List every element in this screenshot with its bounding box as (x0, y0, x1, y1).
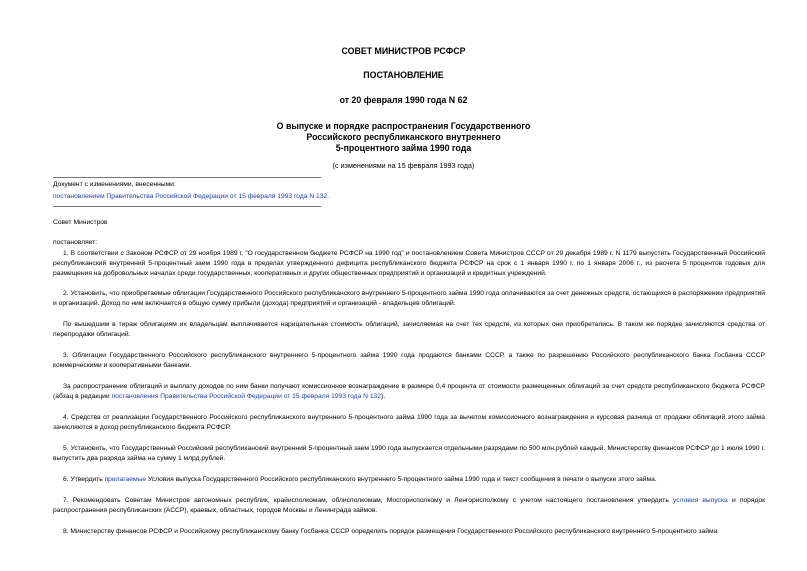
paragraph-1: 1. В соответствии с Законом РСФСР от 29 ноября 1989 г. "О государственном бюджете РСФСР на 1990 год" и постановлением Совета Министров СССР от 29 декабря 1989 г. N 1179 выпустить Государственный Российский республиканский внутренний 5-процентный заем 1990 года в пределах утвержденного дефицита республиканского бюджета РСФСР на срок с 1 января 1990 г. по 1 января 2006 г., из расчета 5 процентов годовых для размещения на добровольных началах среди государственных, кооперативных и других общественных предприятий и организаций и кредитных учреждений. (53, 250, 765, 277)
document-date-number: от 20 февраля 1990 года N 62 (339, 95, 468, 105)
paragraph-2b: По вышедшим в тираж облигациям их владельцам выплачивается нарицательная стоимость облигаций, зачисляемая на счет тех средств, из которых они приобретались. В таком же порядке зачисляются средства от перепродажи облигаций. (53, 321, 765, 338)
divider (53, 177, 321, 178)
document-title (0, 121, 807, 154)
paragraph-8: 8. Министерству финансов РСФСР и Российскому республиканскому банку Госбанка СССР определить порядок размещения Государственного Российского республиканского внутреннего 5-процентного займа (63, 528, 718, 535)
title-line: Российского республиканского внутреннего (306, 132, 501, 142)
paragraph-4: 4. Средства от реализации Государственного Российского республиканского внутреннего 5-процентного займа 1990 года за вычетом комиссионного вознаграждения и курсовая разница от продажи облигаций этого займа зачисляются в доход республиканского бюджета РСФСР. (53, 414, 765, 431)
paragraph-6 (53, 475, 765, 485)
paragraph-5: 5. Установить, что Государственный Российский республиканский внутренний 5-процентный заем 1990 года выпускается отдельными разрядами по 500 млн.рублей каждый. Министерству финансов РСФСР до 1 июля 1990 г. выпустить два разряда займа на сумму 1 млрд.рублей. (53, 445, 765, 462)
paragraph-7 (53, 496, 765, 516)
amendment-note: (с изменениями на 15 февраля 1993 года) (332, 161, 475, 170)
issue-conditions-link[interactable]: условия выпуска (673, 497, 728, 504)
paragraph-7-start: 7. Рекомендовать Советам Министров автономных республик, крайисполкомам, облисполкомам, Мосгорисполкому и Ленгорисполкому с учетом настоящего постановления утвердить (63, 497, 673, 504)
title-line: 5-процентного займа 1990 года (335, 143, 472, 153)
amendment-link[interactable]: постановлением Правительства Российской Федерации от 15 февраля 1993 года N 132. (53, 193, 330, 200)
paragraph-3b (53, 382, 765, 402)
paragraph-3b-end: ). (381, 393, 386, 400)
amendment-inline-link[interactable]: постановления Правительства Российской Федерации от 15 февраля 1993 года N 132 (111, 393, 381, 400)
changes-label: Документ с изменениями, внесенными: (53, 181, 176, 188)
attached-conditions-link[interactable]: прилагаемые (104, 476, 147, 483)
paragraph-6-start: 6. Утвердить (63, 476, 105, 483)
issuing-authority: СОВЕТ МИНИСТРОВ РСФСР (341, 46, 466, 56)
paragraph-3: 3. Облигации Государственного Российского республиканского внутреннего 5-процентного займа 1990 года продаются банками СССР, а также по разрешению Российского республиканского банка Госбанка СССР коммерческими и кооперативными банками. (53, 352, 765, 369)
resolves-text: постановляет: (53, 239, 98, 246)
divider (53, 206, 321, 207)
title-line: О выпуске и порядке распространения Государственного (276, 121, 531, 131)
paragraph-7-end: и порядок распространения республиканских (АССР), краевых, областных, городов Москвы и Ленинграда займов. (53, 497, 765, 514)
council-text: Совет Министров (53, 219, 108, 226)
paragraph-2: 2. Установить, что приобретаемые облигации Государственного Российского республиканского внутреннего 5-процентного займа 1990 года оплачиваются за счет денежных средств, остающихся в распоряжении предприятий и организаций. Доход по ним включается в общую сумму прибыли (дохода) предприятий и организаций - владельцев облигаций. (53, 290, 765, 307)
document-type: ПОСТАНОВЛЕНИЕ (363, 70, 444, 80)
paragraph-6-end: Условия выпуска Государственного Российского республиканского внутреннего 5-процентного займа 1990 года и текст сообщения в печати о выпуске этого займа. (146, 476, 657, 483)
paragraph-3b-text: За распространение облигаций и выплату доходов по ним банки получают комиссионное вознаграждение в размере 0,4 процента от стоимости размещенных облигаций за счет средств республиканского бюджета РСФСР (абзац в редакции (53, 383, 765, 400)
